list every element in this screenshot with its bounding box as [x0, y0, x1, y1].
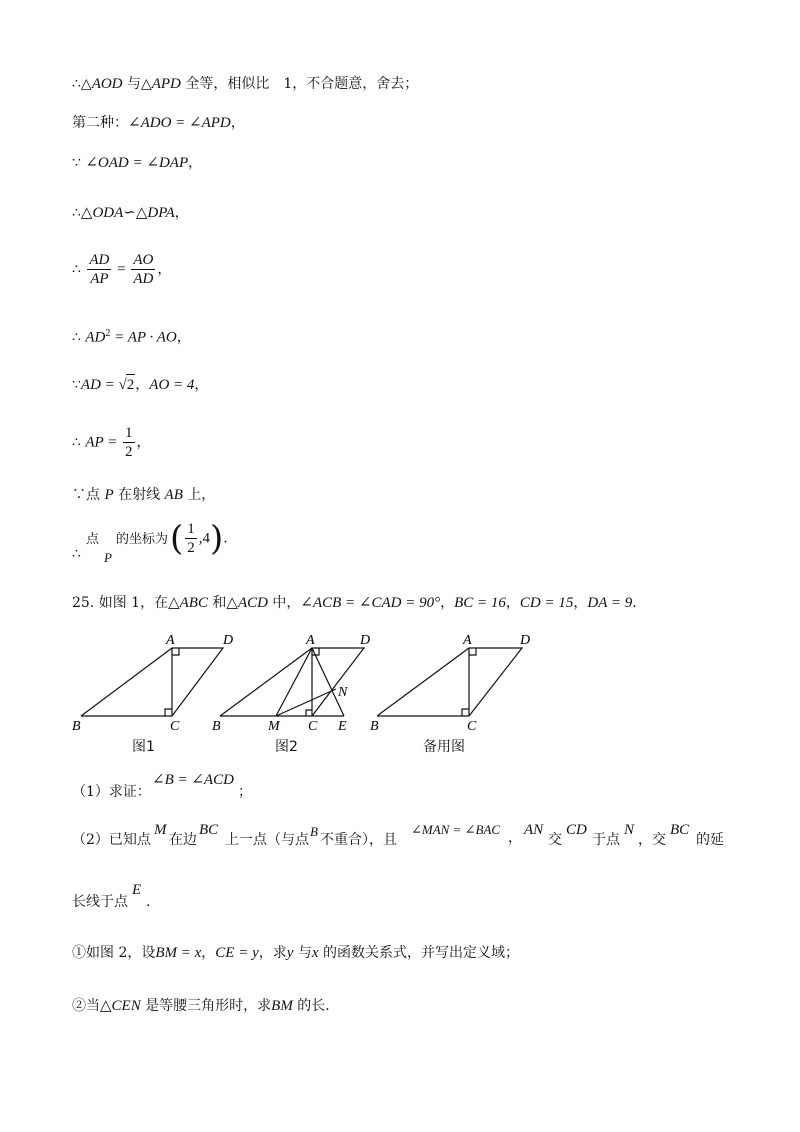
text: ②当: [72, 998, 100, 1014]
solution-line-4: [72, 203, 189, 223]
fig2-am: [276, 648, 312, 716]
text: ，求: [258, 945, 287, 961]
text: 上一点（与点: [225, 832, 309, 848]
denominator: 2: [187, 540, 195, 556]
fig2-label-e: E: [338, 719, 347, 734]
text: ∵: [72, 155, 86, 171]
math: CD = 15: [519, 595, 574, 611]
fig3-label-a: A: [463, 633, 472, 648]
text: ，: [176, 329, 191, 346]
fraction: [123, 424, 135, 461]
math: ,4: [198, 530, 211, 547]
fig2-label-a: A: [306, 633, 315, 648]
solution-line-1: [72, 74, 418, 94]
math: DA = 9: [587, 595, 633, 611]
math: ∠ADO = ∠APD: [128, 115, 231, 131]
fig1-outline: [81, 648, 223, 716]
text: 和: [207, 595, 227, 611]
text: 与△: [122, 76, 152, 92]
fig1-right-angle-a: [172, 648, 179, 655]
fig2-label-d: D: [360, 633, 371, 648]
math: ∠B = ∠ACD: [152, 772, 234, 788]
figure-1: [81, 648, 223, 716]
text: （1）求证：: [72, 784, 151, 800]
solution-line-7: [72, 374, 208, 395]
fig3-right-angle-a: [469, 648, 476, 655]
text: ∴: [72, 546, 81, 562]
fig3-label-c: C: [467, 719, 477, 734]
math: AOD: [91, 76, 123, 92]
math: CD: [566, 822, 587, 838]
math: △ODA∽△DPA: [80, 205, 175, 221]
solution-line-3: [72, 153, 202, 173]
math: △ABC: [168, 595, 208, 611]
text: ∴: [72, 329, 86, 346]
math: x: [311, 945, 319, 961]
equals: =: [113, 261, 130, 278]
fig1-label-b: B: [72, 719, 81, 734]
text: ，: [194, 377, 209, 393]
fig1-label-a: A: [166, 633, 175, 648]
math: △CEN: [100, 998, 141, 1014]
solution-line-2: [72, 113, 245, 133]
math: BC: [199, 822, 219, 838]
text: 长线于点: [72, 894, 128, 910]
text: 的函数关系式，并写出定义域；: [318, 945, 519, 961]
fig2-label-m: M: [268, 719, 280, 734]
fig2-ae: [312, 648, 344, 716]
right-paren: ): [210, 518, 224, 559]
math: AD =: [80, 377, 119, 393]
fraction: [131, 251, 155, 288]
text: ，: [135, 377, 150, 393]
text: 中，: [267, 595, 301, 611]
solution-line-6: [72, 324, 191, 348]
text: ∵点: [72, 487, 105, 503]
text: 25. 如图 1，在: [72, 595, 169, 611]
math: CE = y: [215, 945, 259, 961]
problem-statement: [72, 593, 637, 613]
text: ，: [136, 434, 151, 451]
solution-line-5: [72, 251, 171, 288]
sqrt-radicand: 2: [126, 374, 136, 395]
text: ，: [508, 830, 522, 846]
text: ①如图 2，设: [72, 945, 156, 961]
text: 上，: [182, 487, 216, 503]
text: 点: [86, 532, 100, 547]
text: 交: [548, 832, 562, 848]
text: 在射线: [113, 487, 165, 503]
math: APD: [151, 76, 181, 92]
sub-question-2: [72, 996, 330, 1016]
denominator: AP: [90, 271, 109, 287]
text: 在边: [169, 832, 197, 848]
numerator: AD: [89, 252, 110, 268]
math: △ACD: [226, 595, 268, 611]
math: AO = 4: [149, 377, 195, 393]
text: 第二种：: [72, 115, 128, 131]
fig2-label-c: C: [308, 719, 318, 734]
fig1-label-c: C: [170, 719, 180, 734]
text: ∵: [72, 377, 81, 393]
math: E: [132, 882, 142, 898]
numerator: 1: [187, 521, 195, 537]
math: ∠MAN = ∠BAC: [411, 822, 501, 837]
text: .: [146, 894, 151, 910]
text: ∴: [72, 205, 81, 221]
text: 是等腰三角形时，求: [140, 998, 272, 1014]
text: ∴△: [72, 76, 92, 92]
sqrt-sign: √: [118, 377, 127, 393]
math: = AP · AO: [110, 329, 177, 346]
text: ，交: [638, 832, 666, 848]
text: 全等，相似比 1，不合题意，舍去；: [180, 76, 419, 92]
math: ∠ACB = ∠CAD = 90°: [300, 595, 441, 611]
fig1-label-d: D: [223, 633, 234, 648]
fig2-right-angle-c: [306, 710, 312, 716]
text: ，: [573, 595, 588, 611]
math: BC: [670, 822, 690, 838]
text: ∴: [72, 434, 86, 451]
fig3-label-d: D: [520, 633, 531, 648]
math: y: [286, 945, 294, 961]
numerator: AO: [133, 252, 154, 268]
math: P: [104, 487, 114, 503]
solution-line-8: [72, 424, 151, 461]
fig1-caption: 图1: [132, 739, 155, 755]
text: 与: [293, 945, 312, 961]
text: .: [632, 595, 637, 611]
text: ∴: [72, 261, 86, 278]
math: ∠OAD = ∠DAP: [85, 155, 189, 171]
math: AD: [85, 329, 106, 346]
fig3-right-angle-c: [462, 709, 469, 716]
text: ，: [188, 155, 203, 171]
text: ，: [230, 115, 245, 131]
fig2-label-b: B: [212, 719, 221, 734]
text: ，: [157, 261, 172, 278]
math: BM: [271, 998, 293, 1014]
figure-2: [220, 648, 364, 716]
fig1-right-angle-c: [165, 709, 172, 716]
fig3-outline: [377, 648, 522, 716]
text: 的坐标为: [116, 532, 169, 547]
text: 的长.: [292, 998, 330, 1014]
coordinate-expression: [170, 520, 228, 557]
math: P: [104, 550, 112, 565]
fraction: [87, 251, 111, 288]
figures: [0, 628, 800, 768]
superscript: 2: [105, 328, 111, 339]
text: ，: [505, 595, 520, 611]
math: AN: [524, 822, 544, 838]
math: AP =: [85, 434, 122, 451]
text: 不重合），且: [320, 832, 397, 848]
fig3-caption: 备用图: [423, 739, 465, 755]
text: ，: [201, 945, 216, 961]
text: ，: [174, 205, 189, 221]
text: ，: [440, 595, 455, 611]
denominator: 2: [125, 444, 133, 460]
math: N: [624, 822, 635, 838]
denominator: AD: [133, 271, 154, 287]
math: BC = 16: [454, 595, 506, 611]
numerator: 1: [125, 425, 133, 441]
solution-line-9: [72, 485, 215, 505]
math: M: [154, 822, 167, 838]
fraction: [185, 520, 197, 557]
math: AB: [164, 487, 183, 503]
fig2-outline: [220, 648, 364, 716]
text: ；: [238, 784, 252, 800]
text: （2）已知点: [72, 832, 151, 848]
text: .: [223, 530, 228, 547]
text: 于点: [592, 832, 620, 848]
fig2-label-n: N: [338, 685, 348, 700]
fig2-caption: 图2: [275, 739, 298, 755]
math: B: [310, 824, 318, 839]
text: 的延: [696, 832, 724, 848]
sub-question-1: [72, 943, 519, 963]
fig3-label-b: B: [370, 719, 379, 734]
math: BM = x: [155, 945, 202, 961]
figure-3: [377, 648, 522, 716]
left-paren: (: [170, 518, 184, 559]
